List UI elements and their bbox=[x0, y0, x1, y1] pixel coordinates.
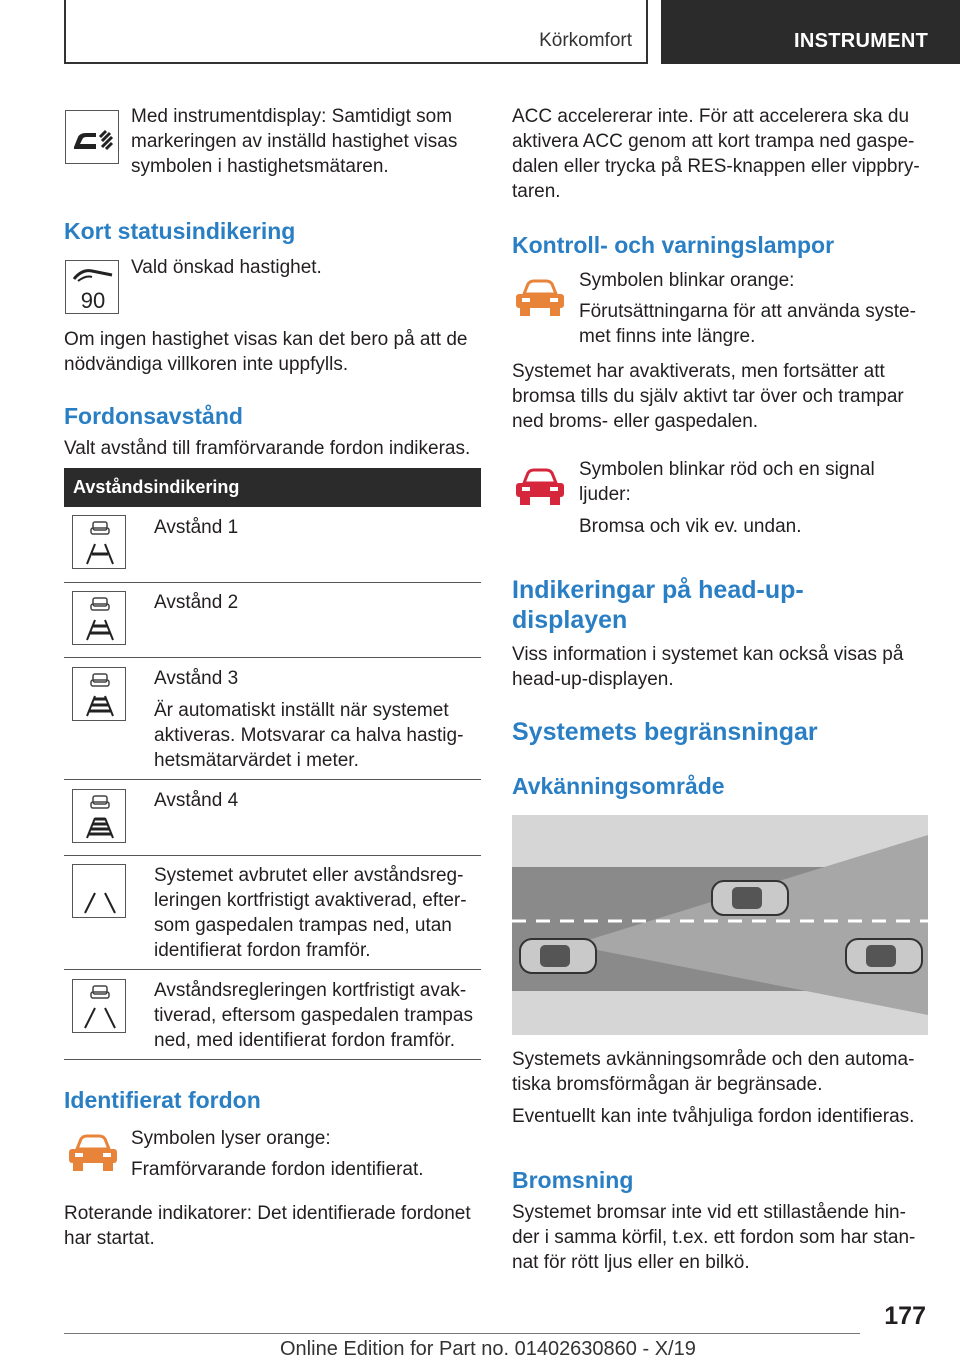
table-row-4-text: Avstånd 4 bbox=[154, 790, 239, 811]
heading-hud: Indikeringar på head-up-displayen bbox=[512, 576, 804, 634]
table-header-label: Avståndsindikering bbox=[73, 477, 240, 497]
table-row-5-text: Systemet avbrutet eller avståndsregleringen kortfristigt avaktiverad, eftersom gaspedalen trampas ned, utan identifierat fordon framför. bbox=[154, 865, 467, 961]
table-header bbox=[64, 468, 481, 507]
table-divider bbox=[64, 855, 481, 856]
page-number: 177 bbox=[884, 1302, 926, 1330]
selected-speed-text: Vald önskad hastighet. bbox=[131, 257, 322, 278]
red-blinking-car-icon bbox=[512, 465, 568, 513]
speed-marker-icon bbox=[65, 110, 119, 164]
footer-rule bbox=[64, 1333, 860, 1334]
table-row-6-text: Avståndsregleringen kortfristigt avaktiverad, eftersom gaspedalen trampas ned, med identifierat fordon framför. bbox=[154, 980, 473, 1051]
distance-text: Valt avstånd till framförvarande fordon indikeras. bbox=[64, 438, 471, 459]
hud-text: Viss information i systemet kan också visas på head-up-displayen. bbox=[512, 644, 904, 690]
orange-car-icon bbox=[65, 1131, 121, 1179]
table-row-3-detail: Är automatiskt inställt när systemet aktiveras. Motsvarar ca halva hastighetsmätarvärdet i meter. bbox=[154, 700, 464, 771]
vehicle-front-right bbox=[846, 939, 922, 973]
braking-text: Systemet bromsar inte vid ett stillastående hinder i samma körfil, t.ex. ett fordon som har stannat för rött ljus eller en bilkö. bbox=[512, 1202, 916, 1273]
heading-short-status: Kort statusindikering bbox=[64, 218, 296, 244]
set-speed-icon bbox=[65, 260, 119, 314]
distance-4-icon bbox=[72, 789, 126, 843]
speed-icon-value: 90 bbox=[80, 288, 106, 313]
range-caption2: Eventuellt kan inte tvåhjuliga fordon identifieras. bbox=[512, 1106, 915, 1127]
rotating-text: Roterande indikatorer: Det identifierade fordonet har startat. bbox=[64, 1203, 471, 1249]
heading-distance: Fordonsavstånd bbox=[64, 403, 243, 429]
red-line1: Symbolen blinkar röd och en signal ljuder: bbox=[579, 459, 875, 505]
heading-identified: Identifierat fordon bbox=[64, 1087, 261, 1113]
intro-text: Med instrumentdisplay: Samtidigt som markeringen av inställd hastighet visas symbolen i hastighetsmätaren. bbox=[131, 106, 458, 177]
heading-range: Avkänningsområde bbox=[512, 773, 725, 799]
acc-text: ACC accelererar inte. För att accelerera ska du aktivera ACC genom att kort trampa ned gaspedalen eller trycka på RES-knappen eller vippbrytaren. bbox=[512, 106, 920, 202]
identified-line1: Symbolen lyser orange: bbox=[131, 1128, 331, 1149]
detection-range-illustration bbox=[512, 815, 928, 1035]
distance-3-icon bbox=[72, 667, 126, 721]
heading-braking: Bromsning bbox=[512, 1167, 634, 1193]
table-row-1-text: Avstånd 1 bbox=[154, 517, 239, 538]
table-divider bbox=[64, 657, 481, 658]
regulation-deactivated-icon bbox=[72, 979, 126, 1033]
table-row-2-text: Avstånd 2 bbox=[154, 592, 239, 613]
table-divider bbox=[64, 582, 481, 583]
system-interrupted-icon bbox=[72, 864, 126, 918]
vehicle-own bbox=[520, 939, 596, 973]
header-section-label: Körkomfort bbox=[539, 30, 632, 51]
header-chapter-tab bbox=[661, 0, 960, 64]
table-divider bbox=[64, 779, 481, 780]
vehicle-front-same-lane bbox=[712, 881, 788, 915]
distance-1-icon bbox=[72, 515, 126, 569]
orange-blinking-car-icon bbox=[512, 276, 568, 324]
orange-line2: Förutsättningarna för att använda systemet finns inte längre. bbox=[579, 301, 916, 347]
table-bottom-rule bbox=[64, 1059, 481, 1060]
table-row-3-text: Avstånd 3 bbox=[154, 668, 239, 689]
footer-edition: Online Edition for Part no. 01402630860 - X/19 bbox=[280, 1338, 696, 1360]
header-chapter-label: INSTRUMENT bbox=[794, 30, 929, 52]
range-caption1: Systemets avkänningsområde och den automatiska bromsförmågan är begränsade. bbox=[512, 1049, 915, 1095]
distance-2-icon bbox=[72, 591, 126, 645]
identified-line2: Framförvarande fordon identifierat. bbox=[131, 1159, 424, 1180]
header-section-tab bbox=[64, 0, 648, 64]
red-line2: Bromsa och vik ev. undan. bbox=[579, 516, 802, 537]
heading-limits: Systemets begränsningar bbox=[512, 718, 818, 746]
deactivated-text: Systemet har avaktiverats, men fortsätter att bromsa tills du själv aktivt tar över och trampar ned broms- eller gaspedalen. bbox=[512, 361, 904, 432]
orange-line1: Symbolen blinkar orange: bbox=[579, 270, 795, 291]
table-divider bbox=[64, 969, 481, 970]
no-speed-text: Om ingen hastighet visas kan det bero på att de nödvändiga villkoren inte uppfylls. bbox=[64, 329, 468, 375]
heading-lamps: Kontroll- och varningslampor bbox=[512, 232, 835, 258]
